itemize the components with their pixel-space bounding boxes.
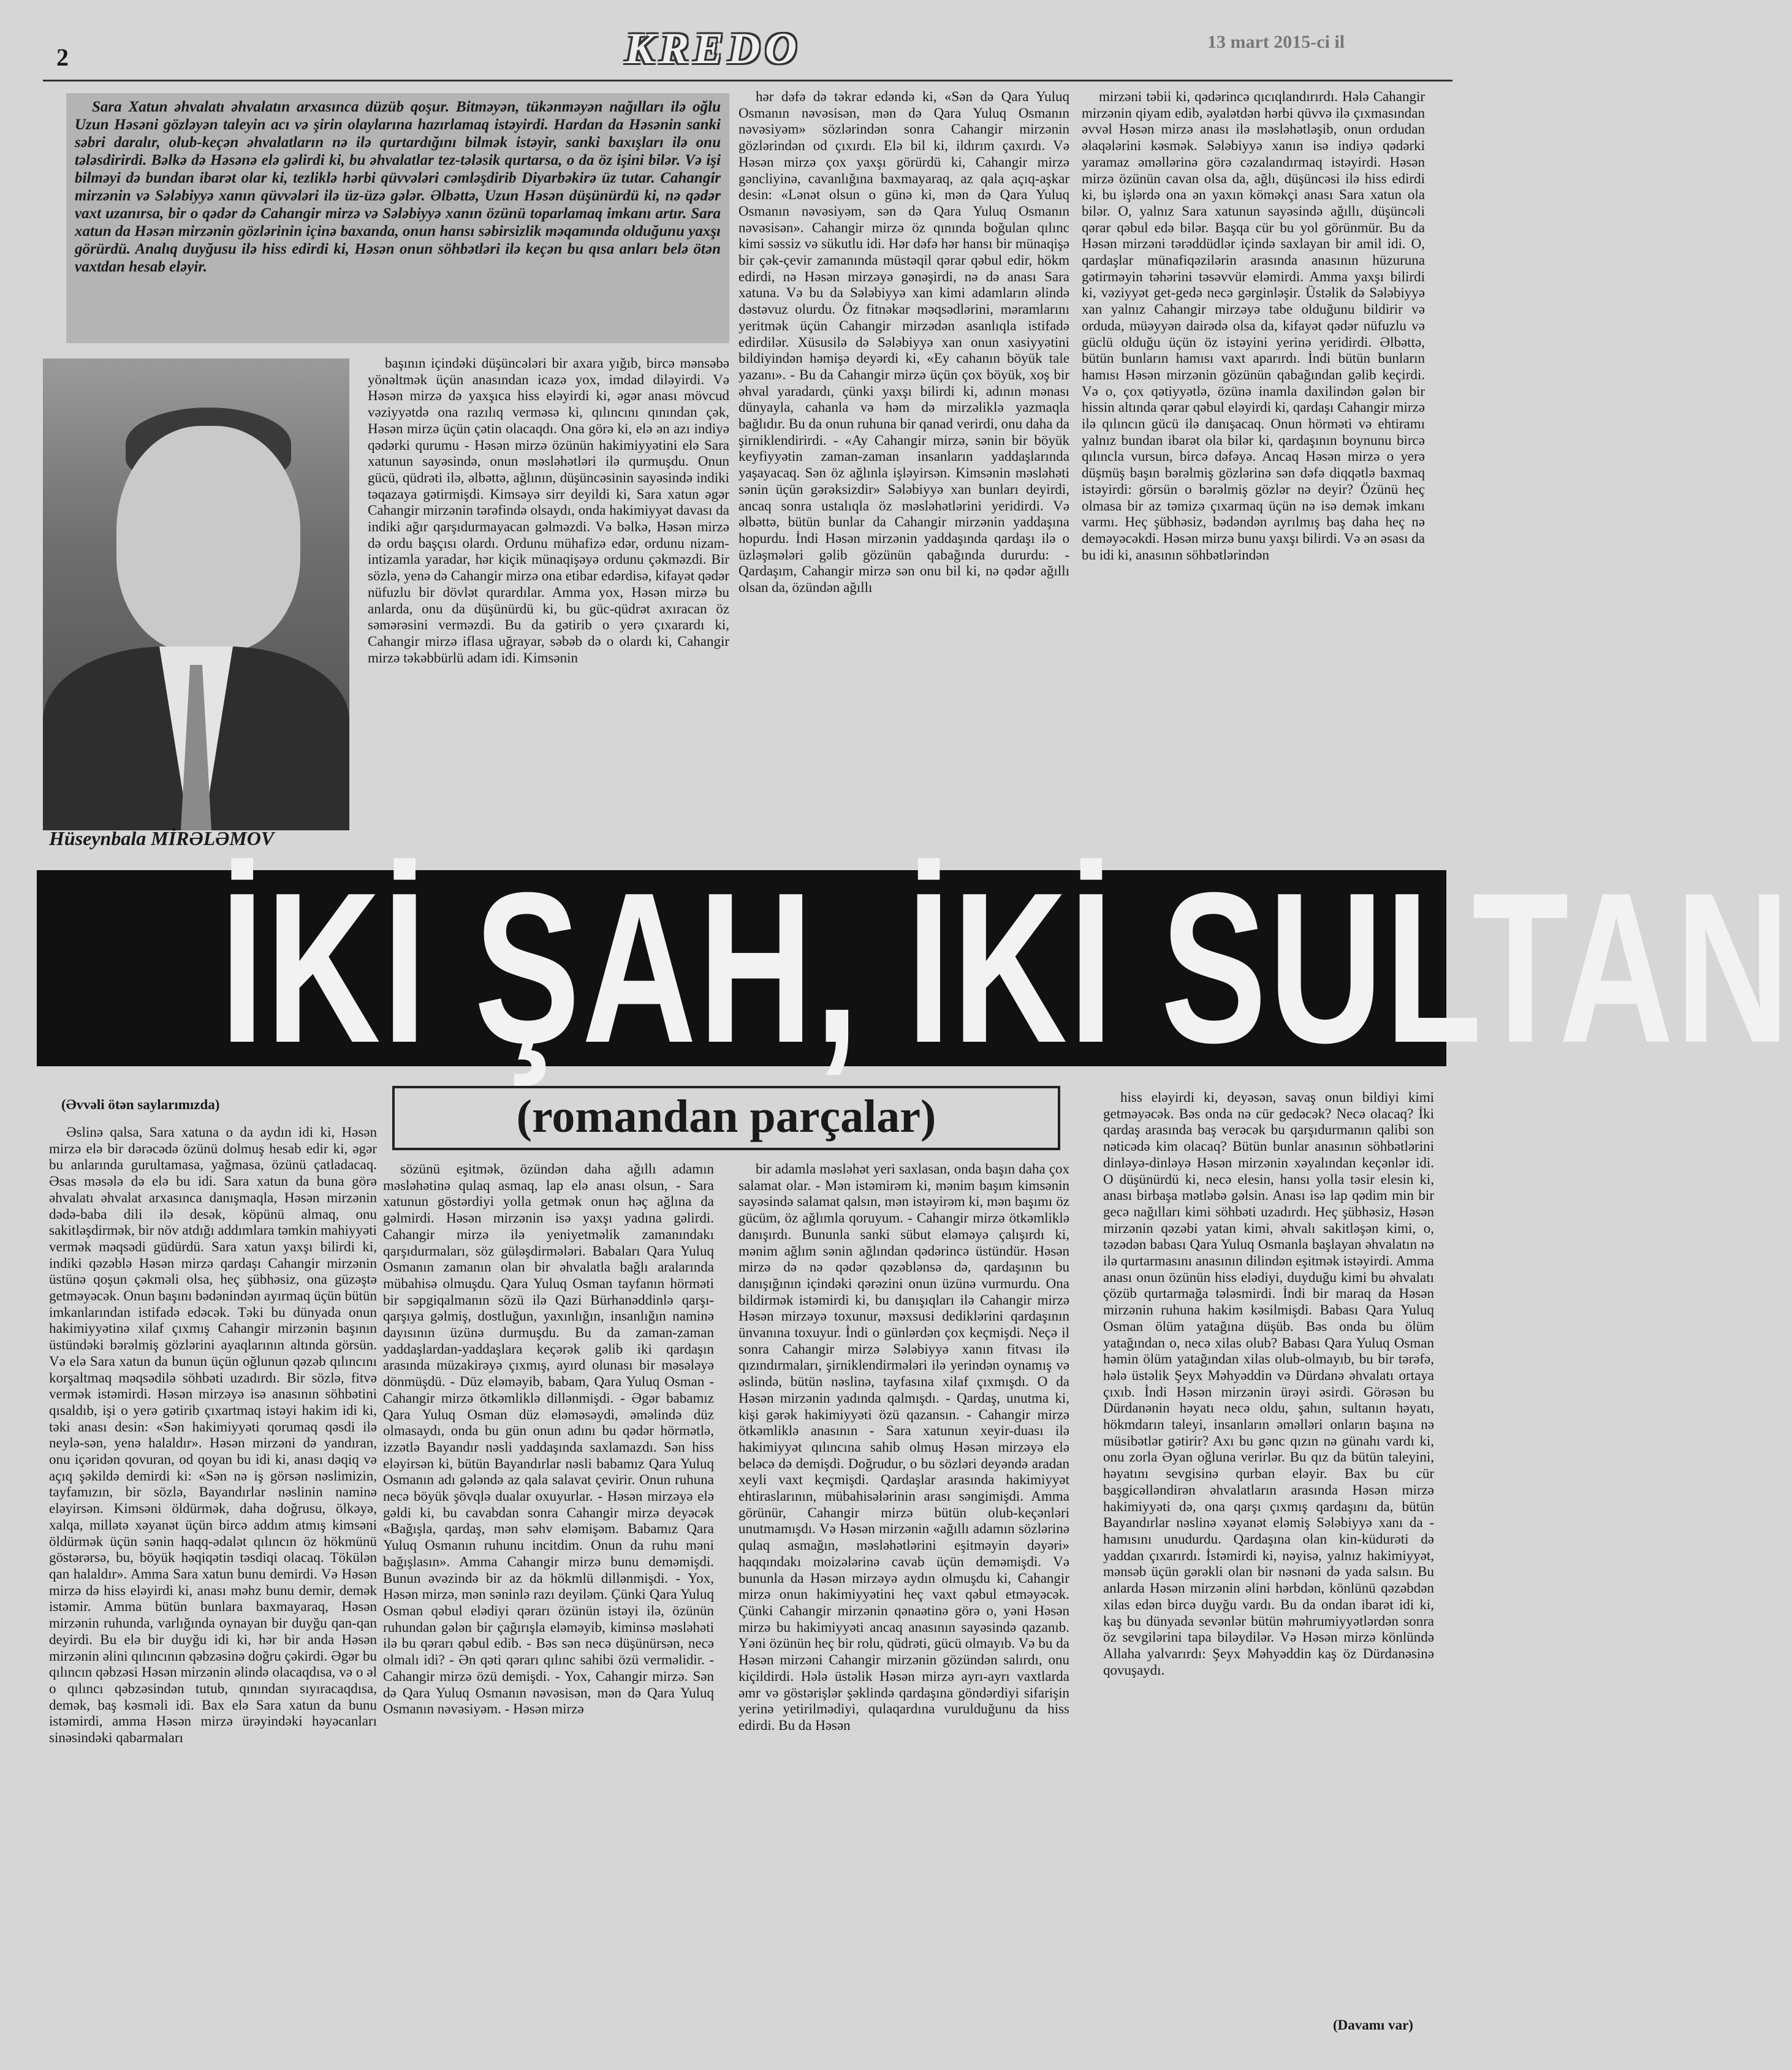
author-photo bbox=[43, 358, 349, 823]
upper-column-1-text: başının içindəki düşüncələri bir axara yığıb, bircə mənsəbə yönəltmək üçün anasından icazə yox, imdad diləyirdi. Və Həsən mirzə də yaxşıca hiss eləyirdi ki, əgər anası mövcud vəziyyətdə ona razılıq verməsə ki, qılıncını qınından çək, Həsən mirzə üçün çətin olacaqdı. Ona görə ki, elə ən azı indiyə qədərki qurumu - Həsən mirzə özünün hakimiyyətini elə Sara xatunun sayəsində, onun məsləhətləri ilə qurmuşdu. Onun gücü, qüdrəti ilə, əlbəttə, ağlının, düşüncəsinin sayəsində indiki təqazaya gətirmişdi. Kimsəyə sirr deyildi ki, Sara xatun əgər Cahangir mirzənin tərəfində olsaydı, onda hakimiyyət davası da indiki ağır qarşıdurmayacan gəlməzdi. Və bəlkə, Həsən mirzə də ordu başçısı olardı. Ordunu mühafizə edər, ordunu nizam-intizamla yaradar, hər kiçik münaqişəyə ordunu çəkməzdi. Bir sözlə, yenə də Cahangir mirzə ona etibar edərdisə, kifayət qədər nüfuzlu bir dövlət qurardılar. Amma yox, Həsən mirzə bu anlarda, onu da düşünürdü ki, bu güc-qüdrət axıracan öz səmərəsini verməzdi. Bu da gətirib o yerə çıxarardı ki, Cahangir mirzə iflasa uğrayar, səbəb də o olardı ki, Cahangir mirzə təkəbbürlü adam idi. Kimsənin bbox=[368, 355, 729, 665]
masthead: KREDO bbox=[625, 24, 802, 73]
page-number: 2 bbox=[56, 44, 69, 71]
lower-column-2-text: sözünü eşitmək, özündən daha ağıllı adamın məsləhətinə qulaq asmaq, lap elə anası olsun, - Sara xatunun göstərdiyi yolla getmək onun həç ağlına da gəlmirdi. Həsən mirzənin isə yaxşı yadına gəlirdi. Cahangir mirzə ilə yeniyetməlik zamanındakı qarşıdurmaları, söz güləşdirmələri. Babaları Qara Yuluq Osmanın zamanın olan bir əhvalatla bağlı aralarında mübahisə olmuşdu. Qara Yuluq Osman tayfanın hörməti bir səpgiqalmanın sözü ilə Qazi Bürhanəddinlə qarşı-qarşıya gəlmiş, dostluğun, yaxınlığın, insanlığın naminə dayısının üzünə durmuşdu. Bu da zaman-zaman yaddaşlardan-yaddaşlara keçərək gəlib iki qardaşın arasında müzakirəyə çıxmış, ayırd olunası bir məsələyə dönmüşdü. - Düz eləməyib, babam, Qara Yuluq Osman - Cahangir mirzə ötkəmliklə dillənmişdi. - Əgər babamız Qara Yuluq Osman düz eləməsəydi, əməlində düz olmasaydı, onda bu gün onun adını bu qədər hörmətlə, izzətlə Bayandır nəsli yaddaşında saxlamazdı. Sən hiss eləyirsən ki, bütün Bayandırlar nəsli babamız Qara Yuluq Osmanın adı gələndə az qala salavat çevirir. Onun ruhuna necə böyük şövqlə dualar oxuyurlar. - Həsən mirzəyə elə gəldi ki, bu cavabdan sonra Cahangir mirzə deyəcək «Bağışla, qardaş, mən səhv eləmişəm. Babamız Qara Yuluq Osmanın ruhunu incitdim. Onun da ruhu məni bağışlasın». Amma Cahangir mirzə bunu deməmişdi. Bunun əvəzində bir az da hökmlü dillənmişdi. - Yox, Həsən mirzə, mən səninlə razı deyiləm. Çünki Qara Yuluq Osman qəbul elədiyi qərarı özünün istəyi ilə, özünün ruhundan gələn bir çağırışla eləməyib, kiminsə məsləhəti ilə bu qərarı qəbul edib. - Bəs sən necə düşünürsən, necə olmalı idi? - Ən qəti qərarı qılınc sahibi özü verməlidir. - Cahangir mirzə özü demişdi. - Yox, Cahangir mirzə. Sən də Qara Yuluq Osmanın nəvəsisən, mən də Qara Yuluq Osmanın nəvəsiyəm. - Həsən mirzə bbox=[383, 1161, 714, 1717]
author-name: Hüseynbala MİRƏLƏMOV bbox=[49, 827, 275, 849]
lower-column-2 bbox=[383, 1161, 714, 2044]
headline-band bbox=[37, 848, 1792, 1088]
lower-column-4 bbox=[1103, 1090, 1434, 2009]
upper-column-2 bbox=[738, 89, 1069, 846]
lower-column-1-text: Əslinə qalsa, Sara xatuna o da aydın idi ki, Həsən mirzə elə bir dərəcədə özünü dolmuş hesab edir ki, əgər bu anlarında gurultamasa, yağmasa, özünü çatladacaq. Əsas məsələ də elə bu idi. Sara xatun da buna görə əhvalatı əhvalat arxasınca danışmaqla, Həsən mirzənin dədə-baba dili ilə desək, köpünü almaq, onu sakitləşdirmək, bir növ atdığı addımlara təmkin mahiyyəti vermək məqsədi güdürdü. Sara xatun yaxşı bilirdi ki, indiki qəzəblə Həsən mirzə qardaşı Cahangir mirzənin üstünə qoşun çəkməli olsa, heç şübhəsiz, ona güzəştə getməyəcək. Onun başını bədənindən ayırmaq üçün bütün imkanlarından istifadə edəcək. Təki bu dünyada onun hakimiyyətinə xilaf çıxmış Cahangir mirzənin başının üstündəki bərəlmiş gözlərini ayaqlarının altında görsün. Və elə Sara xatun da bunun üçün oğlunun qəzəb qılıncını korşaltmaq məqsədilə söhbəti uzadırdı. Bir sözlə, fitvə vermək istəmirdi. Həsən mirzəyə isə anasının söhbətini qısaldıb, işi o yerə gətirib çıxartmaq istəyi hakim idi ki, təki anası desin: «Sən hakimiyyəti qorumaq qəsdi ilə neylə-sən, yenə halaldır». Həsən mirzəni də yandıran, onu içəridən qovuran, od qoyan bu idi ki, anası dəqiq və açıq şəkildə demirdi ki: «Sən nə iş görsən nəslimizin, tayfamızın, bir sözlə, Bayandırlar nəslinin naminə eləyirsən. Kimsəni öldürmək, daha doğrusu, ölkəyə, xalqa, millətə xəyanət üçün bircə addım atmış kimsəni öldürmək üçün sənin haqq-ədalət qılıncın öz hökmünü göstərərsə, bu, böyük həqiqətin təsdiqi olacaq. Tökülən qan halaldır». Amma Sara xatun bunu demirdi. Və Həsən mirzə də hiss eləyirdi ki, anası məhz bunu demir, demək istəmir. Amma bütün bunlara baxmayaraq, Həsən mirzənin ruhunda, varlığında oynayan bir duyğu qan-qan deyirdi. Bu elə bir duyğu idi ki, hər bir anda Həsən mirzənin əlini qılıncının qəbzəsinə doğru çəkirdi. Əgər bu qılıncın qəbzəsi Həsən mirzənin əlində olacaqdısa, və o əl o qılıncı qəbzəsindən tutub, qınından sıyıracaqdısa, demək, baş kəsməli idi. Bax elə Sara xatun da bunu istəmirdi, amma Həsən mirzə ürəyindəki həyəcanları sinəsindəki qabarmaları bbox=[49, 1124, 377, 1746]
intro-box bbox=[66, 93, 729, 343]
previous-issues-note: (Əvvəli ötən saylarımızda) bbox=[61, 1097, 220, 1112]
header-rule bbox=[43, 80, 1452, 82]
upper-column-1 bbox=[368, 355, 729, 846]
subtitle: (romandan parçalar) bbox=[392, 1086, 1060, 1150]
lower-column-4-text: hiss eləyirdi ki, deyəsən, savaş onun bildiyi kimi getməyəcək. Bəs onda nə cür gedəcək? Necə olacaq? İki qardaş arasında baş verəcək bu qarşıdurmanın qalibi son nəticədə kim olacaq? Bütün bunlar anasının söhbətlərini dinləyə-dinləyə Həsən mirzənin xəyalından keçənlər idi. O düşünürdü ki, necə elesin, hansı yolla təsir elesin ki, anası birbaşa mətləbə gəlsin. Anası isə lap qədim min bir gecə nağılları kimi söhbəti uzadırdı. Heç şübhəsiz, Həsən mirzənin qəzəbi yatan kimi, əhvalı sakitləşən kimi, o, təzədən babası Qara Yuluq Osmanla başlayan əhvalatın nə ilə qurtarmasını anasının dilindən eşitmək istəyirdi. Amma anası onun özünün hiss elədiyi, duyduğu kimi bu əhvalatı çözüb qurtarmağa tələsmirdi. İndi bir maraq da Həsən mirzənin ruhuna hakim kəsilmişdi. Babası Qara Yuluq Osman ölüm yatağına düşüb. Bəs onda bu ölüm yatağından o, necə xilas olub? Babası Qara Yuluq Osman həmin ölüm yatağından xilas olub-olmayıb, bu bir tərəfə, hələ üstəlik Şeyx Məhyəddin və Dürdanə əhvalatı ortaya çıxıb. İndi Həsən mirzənin ürəyi əsirdi. Görəsən bu Dürdanənin həyatı necə oldu, şahın, sultanın həyatı, hökmdarın taleyi, insanların əməlləri onların başına nə müsibətlər gətirir? Axı bu gənc qızın nə günahı vardı ki, onu zorla Əyan oğluna verirlər. Bu qız da bütün taleyini, həyatını sevgisinə qurban eləyir. Bax bu cür başgicəlləndirən əhvalatların arasında Həsən mirzə hakimiyyəti də, ona qarşı çıxmış qardaşını da, bütün Bayandırlar nəslinə xəyanət eləmiş Sələbiyyə xanı da - hamısını unudurdu. Qardaşına olan kin-küdurəti də yaddan çıxarırdı. İstəmirdi ki, nəyisə, yalnız hakimiyyət, mənsəb üçün gərəkli olan bir nəsnəni də yada salsın. Bu anlarda Həsən mirzənin əlini hərbdən, könlünü qəzəbdən xilas edən bircə duyğu vardı. Bu da ondan ibarət idi ki, kaş bu dünyada sevənlər bütün məhrumiyyətlərdən sonra öz sevgilərini tapa biləydilər. Və Həsən mirzə könlündə Allaha yalvarırdı: Şeyx Məhyəddin kaş öz Dürdanəsinə qovuşaydı. bbox=[1103, 1090, 1434, 1678]
issue-date: 13 mart 2015-ci il bbox=[1207, 32, 1345, 52]
upper-column-3-text: mirzəni təbii ki, qədərincə qıcıqlandırırdı. Hələ Cahangir mirzənin qiyam edib, əyalətdən hərbi qüvvə ilə çıxmasından əvvəl Həsən mirzə anası ilə məsləhətləşib, onun ordudan əlaqələrini kəsmək. Sələbiyyə xanın isə indiyə qədərki yaramaz əməllərinə görə cəzalandırmaq istəyirdi. Həsən mirzə özünün cavan olsa da, ağlı, düşüncəsi ilə hiss edirdi ki, bu işlərdə ona ən yaxın köməkçi anası Sara xatun ola bilər. O, yalnız Sara xatunun sayəsində ağıllı, düşüncəli qərar qəbul edə bilər. Başqa cür bu yol görünmür. Bu da Həsən mirzəni tərəddüdlər içində saxlayan bir amil idi. O, qardaşlar münafiqəzilərin arasında anasının hüzuruna gətirməyin təhərini təsəvvür eləmirdi. Amma yaxşı bilirdi ki, vəziyyət get-gedə necə gərginləşir. Üstəlik də Sələbiyyə xan yalnız Cahangir mirzəyə tabe olduğunu bildirir və orduda, müəyyən dairədə olsa da, kifayət qədər nüfuzlu və güclü olduğu üçün öz istəyini yerinə yeridirdi. Əlbəttə, bütün bunların hamısı vaxt aparırdı. İndi bütün bunların hamısı Həsən mirzənin gözünün qabağından gəlib keçirdi. Və o, çox qətiyyətlə, özünə inamla daxilindən gələn bir hissin altında qərar qəbul eləyirdi ki, qardaşı Cahangir mirzə ilə qılıncın gücü ilə danışacaq. Onun hörməti və ehtiramı yalnız bundan ibarət ola bilər ki, qardaşının boynunu bircə qılıncla vursun, bircə dəfəyə. Ancaq Həsən mirzə o yerə düşmüş başın bərəlmiş gözlərinə sən dəfə diqqətlə baxmaq istəyirdi: görsün o bərəlmiş gözlər nə deyir? Özünü heç olmasa bir az təmizə çıxarmaq üçün nə isə demək imkanı varmı. Heç şübhəsiz, bədəndən ayrılmış baş daha heç nə deməyəcəkdi. Həsən mirzə bunu yaxşı bilirdi. Və ən əsası da bu idi ki, anasının söhbətlərindən bbox=[1082, 89, 1425, 563]
lower-column-3 bbox=[738, 1161, 1069, 2044]
upper-column-3 bbox=[1082, 89, 1425, 846]
upper-column-2-text: hər dəfə də təkrar edəndə ki, «Sən də Qara Yuluq Osmanın nəvəsisən, mən də Qara Yuluq Osmanın nəvəsiyəm» sözlərindən sonra Cahangir mirzənin gözlərindən od çıxırdı. Elə bil ki, ildırım çaxırdı. Və Həsən mirzə çox yaxşı görürdü ki, Cahangir mirzə gəncliyinə, cavanlığına baxmayaraq, az qala açıq-aşkar desin: «Lənət olsun o günə ki, mən də Qara Yuluq Osmanın nəvəsiyəm, sən də Qara Yuluq Osmanın nəvəsisən». Cahangir mirzə öz qınında boğulan qılınc kimi səssiz və sükutlu idi. Hər dəfə hər hansı bir münaqişə bir çək-çevir zamanında müstəqil qərar qəbul edir, hökm edirdi, nə Həsən mirzəyə gənəşirdi, nə də anası Sara xatuna. Və bu da Sələbiyyə xan kimi adamların əlində dəstəvuz olurdu. Öz fitnəkar məqsədlərini, məramlarını yeritmək üçün Cahangir mirzədən asanlıqla istifadə edirdilər. Xüsusilə də Sələbiyyə xan onun xasiyyətini bildiyindən həmişə deyərdi ki, «Ey cahanın böyük tale yazanı». - Bu da Cahangir mirzə üçün çox böyük, xoş bir əhval yaradardı, çünki yaxşı bilirdi ki, adının mənası dünyayla, cahanla və həm də mirzəliklə yazmaqla bağlıdır. Bu da onun ruhuna bir qanad verirdi, onu daha da şirniklendirirdi. - «Ay Cahangir mirzə, sənin bir böyük keyfiyyətin zaman-zaman insanların yaddaşlarında yaşayacaq. Sən öz ağlınla işləyirsən. Kimsənin məsləhəti sənin üçün gərəksizdir» Sələbiyyə xan bunları deyirdi, ancaq sonra ustalıqla öz məsləhətlərini yeridirdi. Və əlbəttə, bütün bunlar da Cahangir mirzənin yaddaşına hopurdu. İndi Həsən mirzənin yaddaşında qardaşı ilə o üzləşmələri gəlib gözünün qabağında dururdu: - Qardaşım, Cahangir mirzə sən onu bil ki, nə qədər ağıllı olsan da, özündən ağıllı bbox=[738, 89, 1069, 596]
photo-face bbox=[116, 426, 300, 653]
lower-column-1 bbox=[49, 1124, 377, 2044]
headline: İKİ ŞAH, İKİ SULTAN bbox=[220, 848, 1792, 1088]
lower-column-3-text: bir adamla məsləhət yeri saxlasan, onda başın daha çox salamat olar. - Mən istəmirəm ki, mənim başım kimsənin sayəsində salamat qalsın, mən istəyirəm ki, mən başımı öz gücüm, öz ağlımla qoruyum. - Cahangir mirzə ötkəmliklə danışırdı. Bununla sanki sübut eləməyə çalışırdı ki, mənim ağlım sənin ağlından qədərincə üstündür. Həsən mirzə də nə qədər qəzəblənsə də, qardaşının bu danışığının içindəki qərəzini onun üzünə vurmurdu. Ona bildirmək istəmirdi ki, bu danışıqları ilə Cahangir mirzə Həsən mirzəyə toxunur, məxsusi dediklərini qardaşının ünvanına toxuyur. İndi o günlərdən çox keçmişdi. Neçə il sonra Cahangir mirzə Sələbiyyə xanın fitvası ilə qızındırmaları, şirniklendirmələri ilə yerindən oynamış və əslində, bütün nəslinə, tayfasına xilaf çıxmışdı. O da Həsən mirzənin yadında qalmışdı. - Qardaş, unutma ki, kişi gərək hakimiyyəti özü qazansın. - Cahangir mirzə ötkəmliklə anasının - Sara xatunun xeyir-duası ilə hakimiyyət qılıncına sahib olmuş Həsən mirzəyə elə beləcə də demişdi. Doğrudur, o bu sözləri deyəndə aradan xeyli vaxt keçmişdi. Qardaşlar arasında hakimiyyət ehtiraslarının, mübahisələrinin arası səngimişdi. Amma görünür, Cahangir mirzə bütün olub-keçənləri unutmamışdı. Və Həsən mirzənin «ağıllı adamın sözlərinə qulaq asmağın, məsləhətlərini eşitməyin dəyəri» haqqındakı moizələrinə cavab üçün deməmişdi. Və bununla da Həsən mirzəyə aydın olmuşdu ki, Cahangir mirzə onun hakimiyyətini heç vaxt qəbul etməyəcək. Çünki Cahangir mirzənin qənaətinə görə o, yəni Həsən mirzə bu hakimiyyəti ancaq anasının sayəsində qazanıb. Yəni özünün heç bir rolu, qüdrəti, gücü olmayıb. Və bu da Həsən mirzəni Cahangir mirzənin gözündən salırdı, onu kiçildirdi. Hələ üstəlik Həsən mirzə ayrı-ayrı vaxtlarda əmr və göstərişlər şəklində qardaşına göndərdiyi sifarişin yerinə yetirilmədiyi, qulaqardına vurulduğunu da hiss edirdi. Bu da Həsən bbox=[738, 1161, 1069, 1733]
continued-note: (Davamı var) bbox=[1333, 2017, 1413, 2033]
intro-text: Sara Xatun əhvalatı əhvalatın arxasınca düzüb qoşur. Bitməyən, tükənməyən nağılları ilə oğlu Uzun Həsəni gözləyən taleyin acı və şirin olaylarına hazırlamaq istəyirdi. Hardan da Həsənin sanki səbri daralır, olub-keçən əhvalatların nə ilə qurtardığını bilmək istəyir, sanki baxışları ilə onu tələsdirirdi. Bəlkə də Həsənə elə gəlirdi ki, bu əhvalatlar tez-tələsik qurtarsa, o da öz işini bilər. Və işi bilməyi də bundan ibarət olar ki, tezliklə hərbi qüvvələri cəmləşdirib Diyarbəkirə üz tutar. Cahangir mirzənin və Sələbiyyə xanın qüvvələri ilə üz-üzə gələr. Əlbəttə, Uzun Həsən düşünürdü ki, nə qədər vaxt uzanırsa, bir o qədər də Cahangir mirzə və Sələbiyyə xanın özünü toparlamaq imkanı artır. Sara xatun da Həsən mirzənin gözlərinin içinə baxanda, onun hansı səbirsizlik məqamında olduğunu yaxşı görürdü. Analıq duyğusu ilə hiss edirdi ki, Həsən onun söhbətləri ilə keçən bu qısa anları belə ötən vaxtdan hesab eləyir. bbox=[75, 99, 721, 275]
